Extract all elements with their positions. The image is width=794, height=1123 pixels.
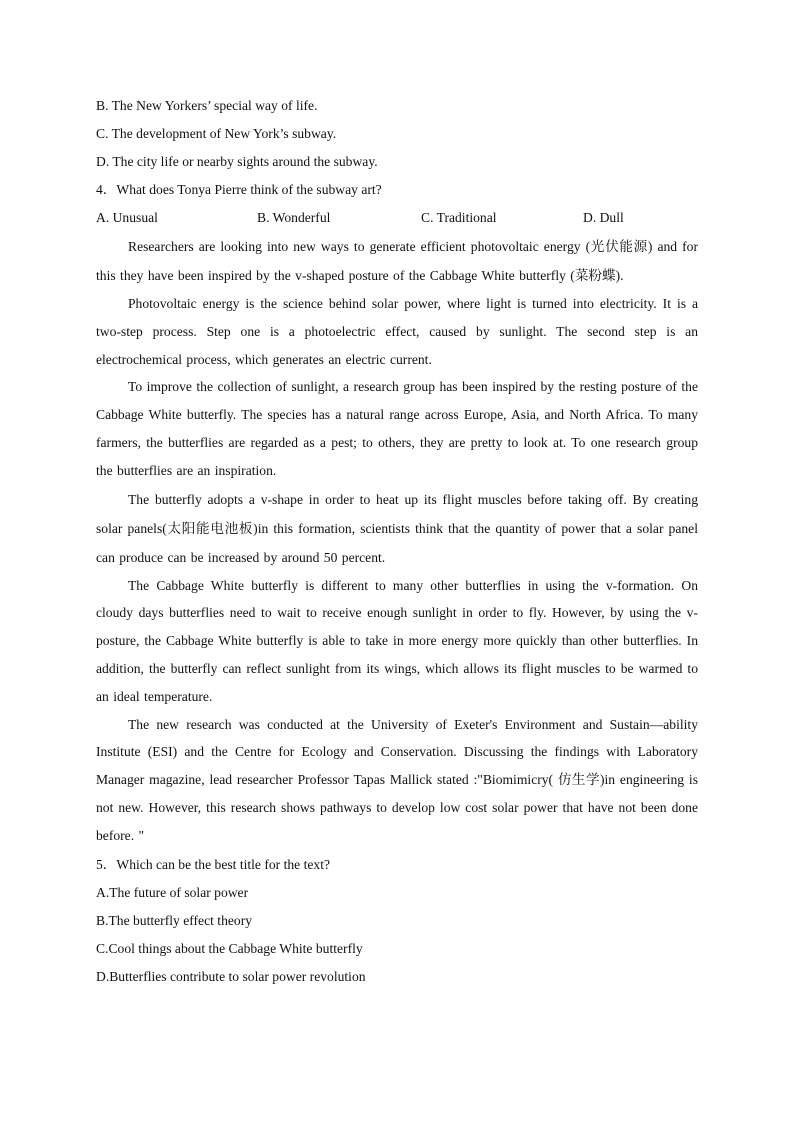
passage-paragraph-1: Researchers are looking into new ways to generate efficient photovoltaic energy (光伏能源) and for this they have been inspired by the v-shaped posture of the Cabbage White butterfly (菜粉蝶). [96,239,698,283]
passage-paragraph-3: To improve the collection of sunlight, a research group has been inspired by the resting posture of the Cabbage White butterfly. The species has a natural range across Europe, Asia, and North Africa. To many farmers, the butterflies are regarded as a pest; to others, they are pretty to look at. To one research group the butterflies are an inspiration. [96,379,698,478]
question-4-option-c: C. Traditional [421,210,497,225]
question-4-option-a: A. Unusual [96,210,158,225]
prev-option-b: B. The New Yorkers’ special way of life. [96,98,318,113]
question-4-option-d: D. Dull [583,210,624,225]
prev-option-d: D. The city life or nearby sights around the subway. [96,154,378,169]
passage-paragraph-5: The Cabbage White butterfly is different to many other butterflies in using the v-formation. On cloudy days butterflies need to wait to receive enough sunlight in order to fly. However, by using the v-posture, the Cabbage White butterfly is able to take in more energy more quickly than other butterflies. In addition, the butterfly can reflect sunlight from its wings, which allows its flight muscles to be warmed to an ideal temperature. [96,577,698,704]
question-5-option-d: D.Butterflies contribute to solar power revolution [96,968,366,984]
exam-page [96,92,698,991]
question-5-title: 5．Which can be the best title for the text? [96,856,331,872]
passage-paragraph-6: The new research was conducted at the University of Exeter's Environment and Sustain—ability Institute (ESI) and the Centre for Ecology and Conservation. Discussing the findings with Laboratory Manager magazine, lead researcher Professor Tapas Mallick stated :"Biomimicry( 仿生学)in engineering is not new. However, this research shows pathways to develop low cost solar power that have not been done before. " [96,716,698,843]
question-5-option-a: A.The future of solar power [96,884,249,900]
prev-option-c: C. The development of New York’s subway. [96,126,337,141]
question-4-title: 4．What does Tonya Pierre think of the subway art? [96,182,382,197]
passage-paragraph-4: The butterfly adopts a v-shape in order to heat up its flight muscles before taking off. By creating solar panels(太阳能电池板)in this formation, scientists think that the quantity of power that a solar panel can produce can be increased by around 50 percent. [96,491,698,565]
question-4-option-b: B. Wonderful [257,210,331,225]
question-4-options [96,204,698,232]
question-5-option-b: B.The butterfly effect theory [96,912,253,928]
question-5-option-c: C.Cool things about the Cabbage White butterfly [96,940,363,956]
passage-paragraph-2: Photovoltaic energy is the science behind solar power, where light is turned into electricity. It is a two-step process. Step one is a photoelectric effect, caused by sunlight. The second step is an electrochemical process, which generates an electric current. [96,296,698,367]
